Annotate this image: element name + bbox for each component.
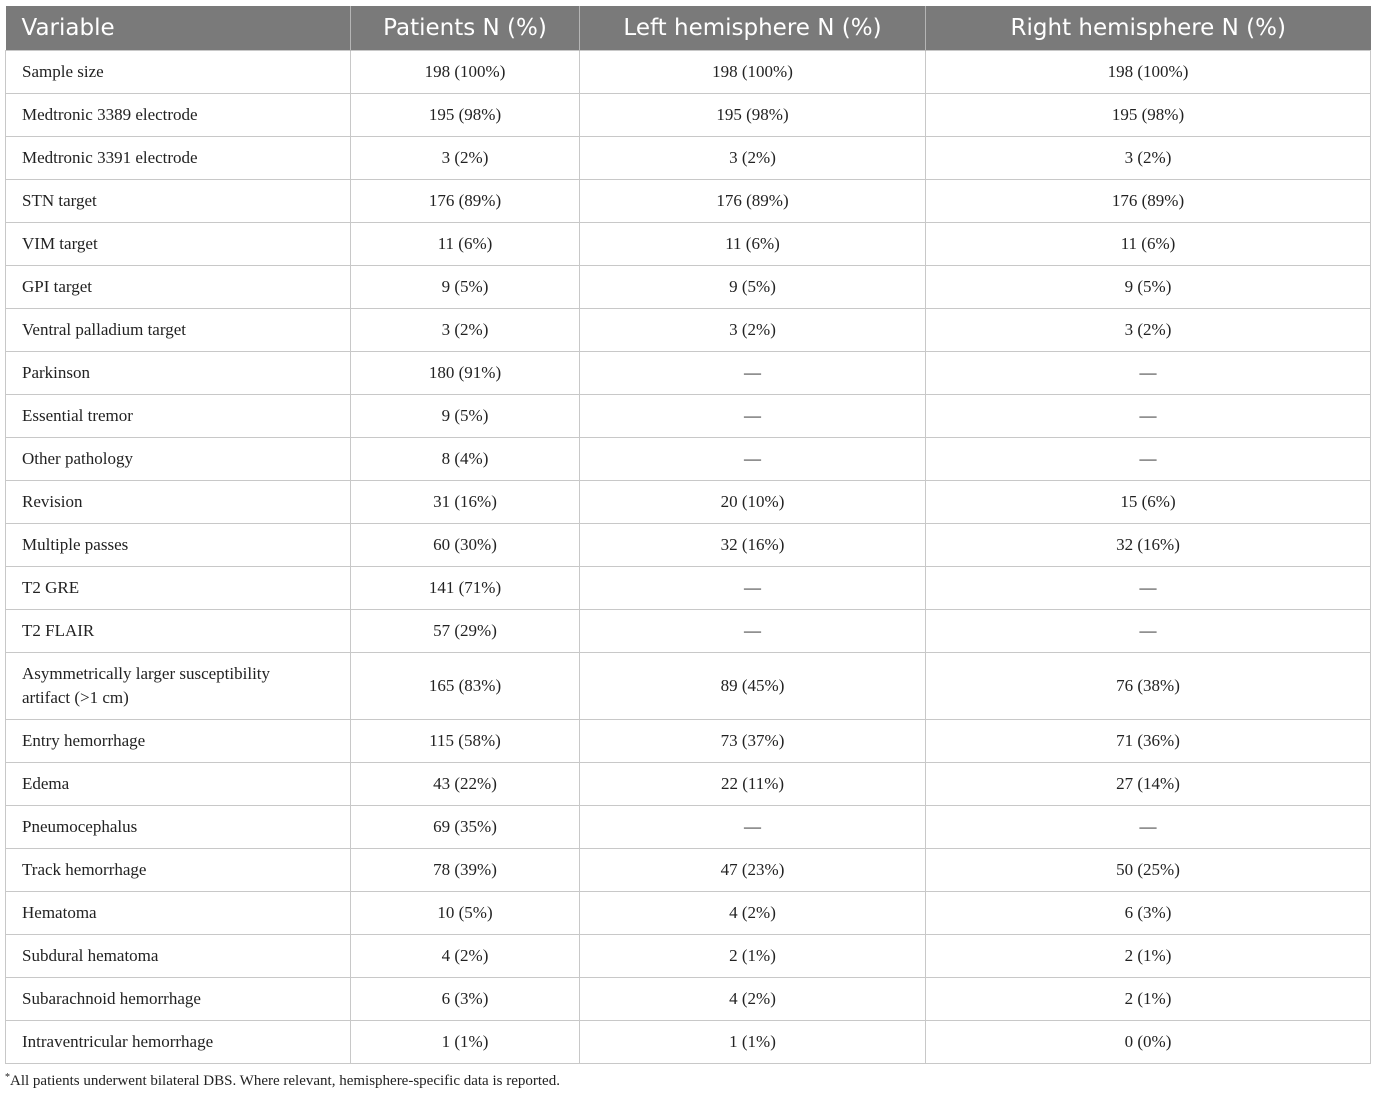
right-hemisphere-cell: — bbox=[926, 567, 1371, 610]
variable-cell: Track hemorrhage bbox=[6, 849, 351, 892]
table-row bbox=[6, 849, 1371, 892]
right-hemisphere-cell: 195 (98%) bbox=[926, 94, 1371, 137]
table-row bbox=[6, 94, 1371, 137]
patients-cell: 115 (58%) bbox=[351, 720, 580, 763]
right-hemisphere-cell: — bbox=[926, 352, 1371, 395]
table-row bbox=[6, 309, 1371, 352]
header-right-hemisphere: Right hemisphere N (%) bbox=[926, 6, 1371, 51]
right-hemisphere-cell: 32 (16%) bbox=[926, 524, 1371, 567]
table-row bbox=[6, 978, 1371, 1021]
left-hemisphere-cell: 73 (37%) bbox=[580, 720, 926, 763]
table-body bbox=[6, 51, 1371, 1064]
right-hemisphere-cell: 176 (89%) bbox=[926, 180, 1371, 223]
variable-cell: Subarachnoid hemorrhage bbox=[6, 978, 351, 1021]
variable-cell: STN target bbox=[6, 180, 351, 223]
table-row bbox=[6, 266, 1371, 309]
right-hemisphere-cell: 3 (2%) bbox=[926, 137, 1371, 180]
patients-cell: 9 (5%) bbox=[351, 266, 580, 309]
left-hemisphere-cell: 47 (23%) bbox=[580, 849, 926, 892]
right-hemisphere-cell: 6 (3%) bbox=[926, 892, 1371, 935]
right-hemisphere-cell: 0 (0%) bbox=[926, 1021, 1371, 1064]
left-hemisphere-cell: — bbox=[580, 395, 926, 438]
patients-cell: 198 (100%) bbox=[351, 51, 580, 94]
variable-cell: Revision bbox=[6, 481, 351, 524]
table-row bbox=[6, 352, 1371, 395]
left-hemisphere-cell: 2 (1%) bbox=[580, 935, 926, 978]
left-hemisphere-cell: 4 (2%) bbox=[580, 892, 926, 935]
right-hemisphere-cell: 76 (38%) bbox=[926, 653, 1371, 720]
right-hemisphere-cell: 27 (14%) bbox=[926, 763, 1371, 806]
patients-cell: 3 (2%) bbox=[351, 309, 580, 352]
right-hemisphere-cell: — bbox=[926, 438, 1371, 481]
left-hemisphere-cell: 195 (98%) bbox=[580, 94, 926, 137]
variable-cell: VIM target bbox=[6, 223, 351, 266]
left-hemisphere-cell: 3 (2%) bbox=[580, 137, 926, 180]
header-left-hemisphere: Left hemisphere N (%) bbox=[580, 6, 926, 51]
data-table-container bbox=[5, 6, 1370, 1064]
patients-cell: 60 (30%) bbox=[351, 524, 580, 567]
patients-cell: 1 (1%) bbox=[351, 1021, 580, 1064]
footnote bbox=[5, 1073, 560, 1090]
left-hemisphere-cell: 1 (1%) bbox=[580, 1021, 926, 1064]
left-hemisphere-cell: — bbox=[580, 352, 926, 395]
right-hemisphere-cell: 3 (2%) bbox=[926, 309, 1371, 352]
table-row bbox=[6, 395, 1371, 438]
table-row bbox=[6, 763, 1371, 806]
patients-cell: 6 (3%) bbox=[351, 978, 580, 1021]
table-row bbox=[6, 223, 1371, 266]
left-hemisphere-cell: — bbox=[580, 438, 926, 481]
right-hemisphere-cell: 50 (25%) bbox=[926, 849, 1371, 892]
left-hemisphere-cell: 11 (6%) bbox=[580, 223, 926, 266]
patients-cell: 176 (89%) bbox=[351, 180, 580, 223]
patients-cell: 195 (98%) bbox=[351, 94, 580, 137]
left-hemisphere-cell: 32 (16%) bbox=[580, 524, 926, 567]
variable-cell: Ventral palladium target bbox=[6, 309, 351, 352]
footnote-text: All patients underwent bilateral DBS. Where relevant, hemisphere-specific data is reported. bbox=[10, 1073, 560, 1089]
patients-cell: 9 (5%) bbox=[351, 395, 580, 438]
table-row bbox=[6, 1021, 1371, 1064]
patients-cell: 11 (6%) bbox=[351, 223, 580, 266]
patients-cell: 69 (35%) bbox=[351, 806, 580, 849]
right-hemisphere-cell: 2 (1%) bbox=[926, 935, 1371, 978]
left-hemisphere-cell: — bbox=[580, 567, 926, 610]
footnote-marker: * bbox=[5, 1072, 10, 1083]
header-row bbox=[6, 6, 1371, 51]
left-hemisphere-cell: 4 (2%) bbox=[580, 978, 926, 1021]
table-row bbox=[6, 567, 1371, 610]
variable-cell: GPI target bbox=[6, 266, 351, 309]
variable-cell: Hematoma bbox=[6, 892, 351, 935]
patients-cell: 180 (91%) bbox=[351, 352, 580, 395]
variable-cell: Sample size bbox=[6, 51, 351, 94]
table-row bbox=[6, 524, 1371, 567]
table-row bbox=[6, 180, 1371, 223]
patients-cell: 43 (22%) bbox=[351, 763, 580, 806]
variable-cell: Pneumocephalus bbox=[6, 806, 351, 849]
left-hemisphere-cell: 22 (11%) bbox=[580, 763, 926, 806]
variable-cell: Intraventricular hemorrhage bbox=[6, 1021, 351, 1064]
right-hemisphere-cell: 11 (6%) bbox=[926, 223, 1371, 266]
right-hemisphere-cell: — bbox=[926, 395, 1371, 438]
patients-cell: 10 (5%) bbox=[351, 892, 580, 935]
right-hemisphere-cell: 71 (36%) bbox=[926, 720, 1371, 763]
variable-cell: Other pathology bbox=[6, 438, 351, 481]
patients-cell: 141 (71%) bbox=[351, 567, 580, 610]
variable-cell: Subdural hematoma bbox=[6, 935, 351, 978]
left-hemisphere-cell: 3 (2%) bbox=[580, 309, 926, 352]
patients-cell: 8 (4%) bbox=[351, 438, 580, 481]
left-hemisphere-cell: — bbox=[580, 806, 926, 849]
table-row bbox=[6, 610, 1371, 653]
variable-cell: Medtronic 3391 electrode bbox=[6, 137, 351, 180]
variable-cell: Entry hemorrhage bbox=[6, 720, 351, 763]
variable-cell: Parkinson bbox=[6, 352, 351, 395]
header-patients: Patients N (%) bbox=[351, 6, 580, 51]
right-hemisphere-cell: 2 (1%) bbox=[926, 978, 1371, 1021]
left-hemisphere-cell: — bbox=[580, 610, 926, 653]
table-row bbox=[6, 137, 1371, 180]
header-variable: Variable bbox=[6, 6, 351, 51]
right-hemisphere-cell: 9 (5%) bbox=[926, 266, 1371, 309]
table-row bbox=[6, 720, 1371, 763]
variable-cell: T2 FLAIR bbox=[6, 610, 351, 653]
table-row bbox=[6, 481, 1371, 524]
patients-cell: 4 (2%) bbox=[351, 935, 580, 978]
right-hemisphere-cell: 198 (100%) bbox=[926, 51, 1371, 94]
data-table bbox=[5, 6, 1371, 1064]
variable-cell: Essential tremor bbox=[6, 395, 351, 438]
right-hemisphere-cell: 15 (6%) bbox=[926, 481, 1371, 524]
table-row bbox=[6, 806, 1371, 849]
right-hemisphere-cell: — bbox=[926, 806, 1371, 849]
patients-cell: 78 (39%) bbox=[351, 849, 580, 892]
left-hemisphere-cell: 9 (5%) bbox=[580, 266, 926, 309]
table-row bbox=[6, 438, 1371, 481]
table-row bbox=[6, 51, 1371, 94]
patients-cell: 31 (16%) bbox=[351, 481, 580, 524]
table-row bbox=[6, 653, 1371, 720]
variable-cell: Asymmetrically larger susceptibility artifact (>1 cm) bbox=[6, 653, 351, 720]
variable-cell: T2 GRE bbox=[6, 567, 351, 610]
left-hemisphere-cell: 20 (10%) bbox=[580, 481, 926, 524]
patients-cell: 165 (83%) bbox=[351, 653, 580, 720]
right-hemisphere-cell: — bbox=[926, 610, 1371, 653]
left-hemisphere-cell: 198 (100%) bbox=[580, 51, 926, 94]
table-row bbox=[6, 892, 1371, 935]
variable-cell: Multiple passes bbox=[6, 524, 351, 567]
variable-cell: Edema bbox=[6, 763, 351, 806]
left-hemisphere-cell: 176 (89%) bbox=[580, 180, 926, 223]
left-hemisphere-cell: 89 (45%) bbox=[580, 653, 926, 720]
patients-cell: 57 (29%) bbox=[351, 610, 580, 653]
table-row bbox=[6, 935, 1371, 978]
variable-cell: Medtronic 3389 electrode bbox=[6, 94, 351, 137]
patients-cell: 3 (2%) bbox=[351, 137, 580, 180]
